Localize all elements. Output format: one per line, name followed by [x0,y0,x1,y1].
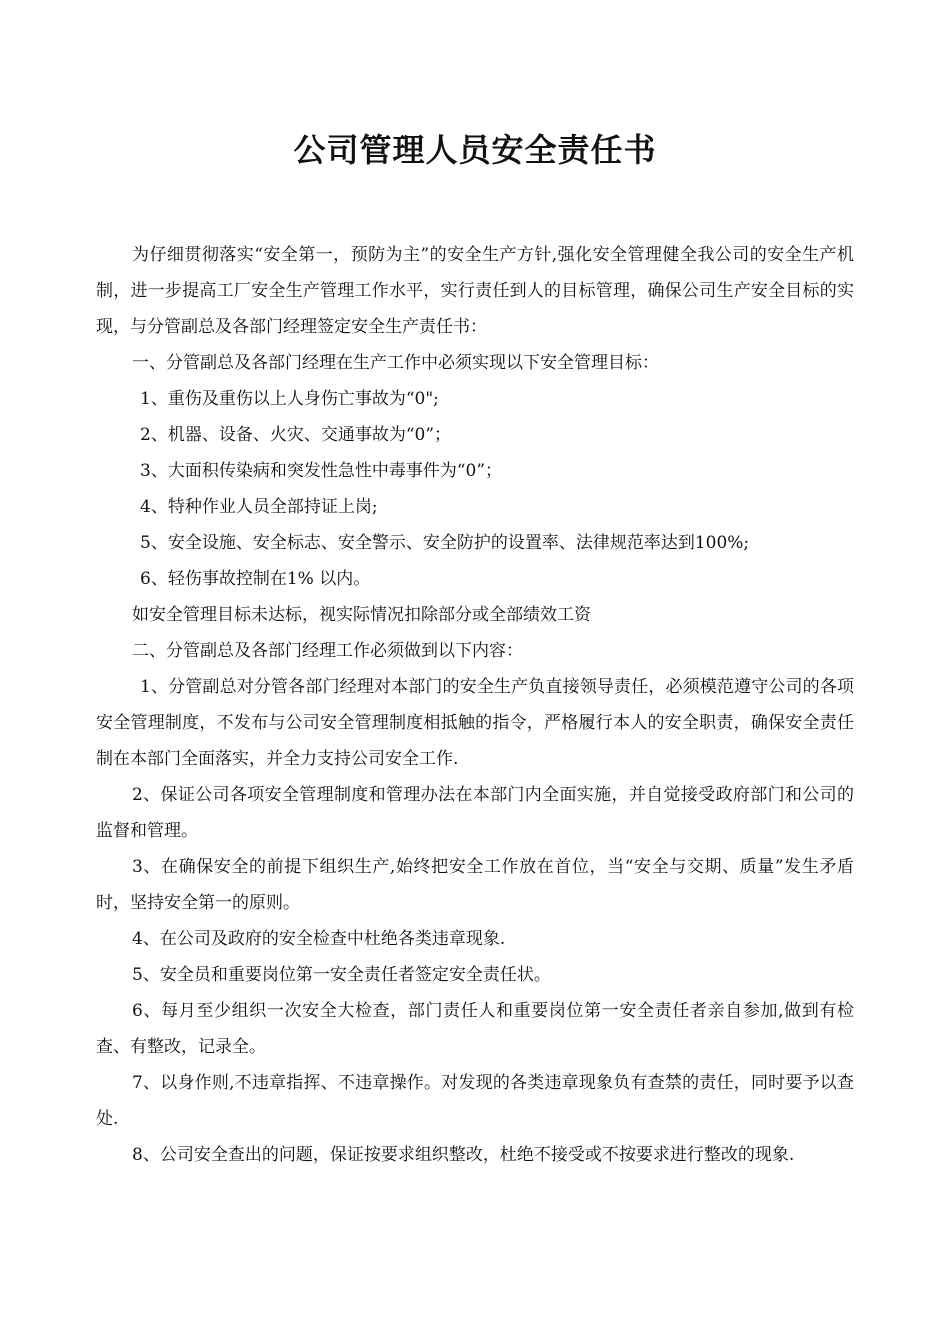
section2-item: 2、保证公司各项安全管理制度和管理办法在本部门内全面实施，并自觉接受政府部门和公司的监督和管理。 [96,785,854,841]
section1-heading: 一、分管副总及各部门经理在生产工作中必须实现以下安全管理目标： [132,353,659,373]
section2-item: 7、以身作则,不违章指挥、不违章操作。对发现的各类违章现象负有查禁的责任，同时要予以查处. [96,1073,854,1129]
section1-item: 4、特种作业人员全部持证上岗; [140,497,378,517]
section1-note: 如安全管理目标未达标，视实际情况扣除部分或全部绩效工资 [132,605,591,625]
section1-item: 6、轻伤事故控制在1% 以内。 [140,569,371,589]
section2-item: 3、在确保安全的前提下组织生产,始终把安全工作放在首位，当“安全与交期、质量”发生矛盾时，坚持安全第一的原则。 [96,857,854,913]
intro-paragraph: 为仔细贯彻落实“安全第一，预防为主”的安全生产方针,强化安全管理健全我公司的安全生产机制，进一步提高工厂安全生产管理工作水平，实行责任到人的目标管理，确保公司生产安全目标的实现，与分管副总及各部门经理签定安全生产责任书： [96,245,854,337]
section1-item: 3、大面积传染病和突发性急性中毒事件为“0”； [140,461,503,481]
section1-item: 2、机器、设备、火灾、交通事故为“0”； [140,425,452,445]
section1-item: 5、安全设施、安全标志、安全警示、安全防护的设置率、法律规范率达到100%; [140,533,750,553]
section2-item: 1、分管副总对分管各部门经理对本部门的安全生产负直接领导责任，必须模范遵守公司的各项安全管理制度，不发布与公司安全管理制度相抵触的指令，严格履行本人的安全职责，确保安全责任制在本部门全面落实，并全力支持公司安全工作. [96,677,854,769]
document-title: 公司管理人员安全责任书 [293,131,657,169]
section2-item: 6、每月至少组织一次安全大检查，部门责任人和重要岗位第一安全责任者亲自参加,做到有检查、有整改，记录全。 [96,1001,854,1057]
section2-heading: 二、分管副总及各部门经理工作必须做到以下内容： [132,641,523,661]
document-body [96,237,854,1173]
section1-item: 1、重伤及重伤以上人身伤亡事故为“0"; [140,389,439,409]
section2-item: 4、在公司及政府的安全检查中杜绝各类违章现象. [132,929,506,949]
section2-item: 5、安全员和重要岗位第一安全责任者签定安全责任状。 [132,965,551,985]
section2-item: 8、公司安全查出的问题，保证按要求组织整改，杜绝不接受或不按要求进行整改的现象. [132,1145,795,1165]
